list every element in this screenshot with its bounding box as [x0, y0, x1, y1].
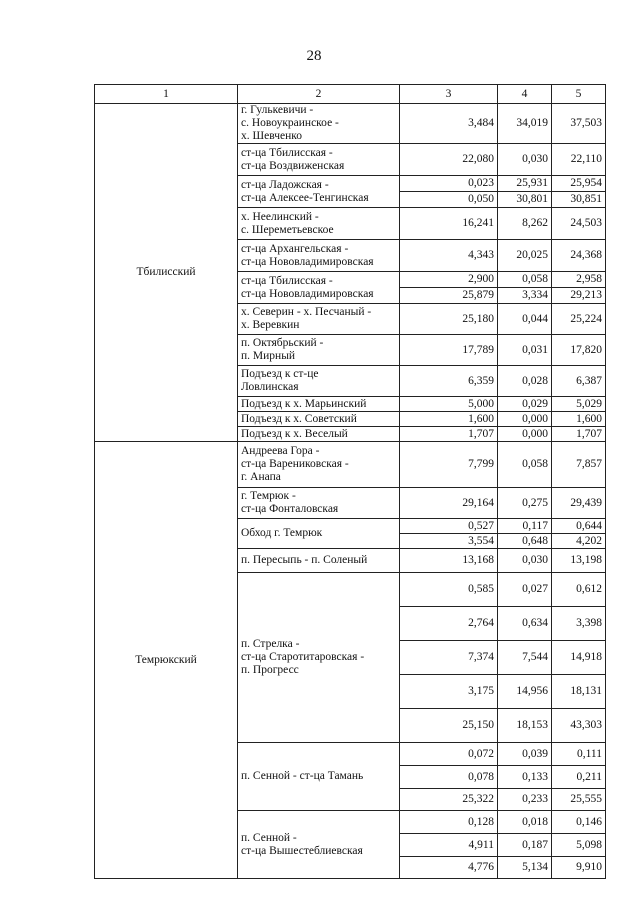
road-name-cell: п. Сенной - ст-ца Тамань [238, 743, 400, 811]
value-cell-col4: 0,634 [498, 607, 552, 641]
value-cell-col4: 0,233 [498, 789, 552, 811]
value-cell-col3: 2,764 [400, 607, 498, 641]
value-cell-col4: 0,117 [498, 519, 552, 534]
value-cell-col5: 37,503 [552, 104, 606, 144]
value-cell-col5: 25,954 [552, 176, 606, 192]
value-cell-col4: 3,334 [498, 288, 552, 304]
value-cell-col4: 0,028 [498, 366, 552, 397]
value-cell-col4: 0,027 [498, 573, 552, 607]
value-cell-col5: 25,555 [552, 789, 606, 811]
value-cell-col3: 25,180 [400, 304, 498, 335]
value-cell-col4: 8,262 [498, 208, 552, 240]
value-cell-col3: 0,078 [400, 766, 498, 789]
road-name-cell: г. Гулькевичи - с. Новоукраинское - х. Шевченко [238, 104, 400, 144]
value-cell-col3: 0,050 [400, 192, 498, 208]
value-cell-col5: 0,211 [552, 766, 606, 789]
value-cell-col3: 25,879 [400, 288, 498, 304]
value-cell-col5: 0,111 [552, 743, 606, 766]
value-cell-col5: 1,707 [552, 427, 606, 442]
road-length-table [94, 84, 606, 879]
road-name-cell: п. Стрелка - ст-ца Старотитаровская - п. Прогресс [238, 573, 400, 743]
value-cell-col5: 3,398 [552, 607, 606, 641]
value-cell-col3: 22,080 [400, 144, 498, 176]
value-cell-col3: 0,585 [400, 573, 498, 607]
value-cell-col4: 0,031 [498, 335, 552, 366]
district-cell: Тбилисский [95, 104, 238, 442]
column-header-4: 4 [498, 85, 552, 104]
value-cell-col4: 0,000 [498, 412, 552, 427]
value-cell-col4: 0,044 [498, 304, 552, 335]
value-cell-col4: 14,956 [498, 675, 552, 709]
value-cell-col3: 7,374 [400, 641, 498, 675]
value-cell-col5: 29,439 [552, 488, 606, 519]
value-cell-col5: 24,503 [552, 208, 606, 240]
road-name-cell: Обход г. Темрюк [238, 519, 400, 549]
value-cell-col5: 30,851 [552, 192, 606, 208]
value-cell-col4: 0,030 [498, 144, 552, 176]
road-name-cell: ст-ца Ладожская - ст-ца Алексее-Тенгинская [238, 176, 400, 208]
value-cell-col4: 0,018 [498, 811, 552, 834]
column-header-2: 2 [238, 85, 400, 104]
value-cell-col5: 29,213 [552, 288, 606, 304]
table-row [95, 442, 606, 488]
value-cell-col4: 0,648 [498, 534, 552, 549]
column-header-1: 1 [95, 85, 238, 104]
value-cell-col4: 0,000 [498, 427, 552, 442]
value-cell-col3: 0,128 [400, 811, 498, 834]
value-cell-col5: 9,910 [552, 857, 606, 879]
value-cell-col5: 25,224 [552, 304, 606, 335]
value-cell-col4: 30,801 [498, 192, 552, 208]
value-cell-col5: 18,131 [552, 675, 606, 709]
value-cell-col3: 1,707 [400, 427, 498, 442]
road-name-cell: х. Неелинский - с. Шереметьевское [238, 208, 400, 240]
table-header-row [95, 85, 606, 104]
road-name-cell: Подъезд к ст-це Ловлинская [238, 366, 400, 397]
value-cell-col3: 1,600 [400, 412, 498, 427]
road-name-cell: ст-ца Тбилисская - ст-ца Воздвиженская [238, 144, 400, 176]
page-number: 28 [306, 48, 322, 64]
value-cell-col3: 3,484 [400, 104, 498, 144]
value-cell-col3: 3,175 [400, 675, 498, 709]
road-name-cell: п. Пересыпь - п. Соленый [238, 549, 400, 573]
value-cell-col3: 13,168 [400, 549, 498, 573]
value-cell-col4: 0,058 [498, 442, 552, 488]
column-header-3: 3 [400, 85, 498, 104]
value-cell-col3: 0,072 [400, 743, 498, 766]
value-cell-col5: 7,857 [552, 442, 606, 488]
value-cell-col4: 0,039 [498, 743, 552, 766]
value-cell-col5: 0,146 [552, 811, 606, 834]
value-cell-col4: 5,134 [498, 857, 552, 879]
value-cell-col5: 5,029 [552, 397, 606, 412]
value-cell-col3: 25,150 [400, 709, 498, 743]
value-cell-col4: 0,275 [498, 488, 552, 519]
value-cell-col4: 34,019 [498, 104, 552, 144]
value-cell-col4: 20,025 [498, 240, 552, 272]
value-cell-col5: 5,098 [552, 834, 606, 857]
value-cell-col3: 25,322 [400, 789, 498, 811]
road-name-cell: Подъезд к х. Марьинский [238, 397, 400, 412]
value-cell-col3: 4,776 [400, 857, 498, 879]
value-cell-col3: 17,789 [400, 335, 498, 366]
road-name-cell: п. Сенной - ст-ца Вышестеблиевская [238, 811, 400, 879]
value-cell-col4: 0,058 [498, 272, 552, 288]
value-cell-col5: 14,918 [552, 641, 606, 675]
road-name-cell: п. Октябрьский - п. Мирный [238, 335, 400, 366]
value-cell-col3: 0,023 [400, 176, 498, 192]
road-name-cell: г. Темрюк - ст-ца Фонталовская [238, 488, 400, 519]
value-cell-col5: 43,303 [552, 709, 606, 743]
value-cell-col4: 0,187 [498, 834, 552, 857]
value-cell-col5: 0,612 [552, 573, 606, 607]
value-cell-col5: 4,202 [552, 534, 606, 549]
value-cell-col5: 24,368 [552, 240, 606, 272]
value-cell-col5: 13,198 [552, 549, 606, 573]
value-cell-col4: 0,133 [498, 766, 552, 789]
value-cell-col5: 22,110 [552, 144, 606, 176]
value-cell-col3: 2,900 [400, 272, 498, 288]
value-cell-col3: 4,343 [400, 240, 498, 272]
value-cell-col4: 0,030 [498, 549, 552, 573]
value-cell-col3: 0,527 [400, 519, 498, 534]
road-name-cell: Подъезд к х. Веселый [238, 427, 400, 442]
value-cell-col3: 6,359 [400, 366, 498, 397]
table-row [95, 104, 606, 144]
value-cell-col5: 17,820 [552, 335, 606, 366]
value-cell-col5: 2,958 [552, 272, 606, 288]
value-cell-col3: 3,554 [400, 534, 498, 549]
road-name-cell: Андреева Гора - ст-ца Варениковская - г. Анапа [238, 442, 400, 488]
value-cell-col3: 29,164 [400, 488, 498, 519]
road-name-cell: Подъезд к х. Советский [238, 412, 400, 427]
value-cell-col5: 6,387 [552, 366, 606, 397]
road-name-cell: ст-ца Архангельская - ст-ца Нововладимировская [238, 240, 400, 272]
value-cell-col4: 0,029 [498, 397, 552, 412]
road-name-cell: х. Северин - х. Песчаный - х. Веревкин [238, 304, 400, 335]
value-cell-col5: 0,644 [552, 519, 606, 534]
value-cell-col4: 18,153 [498, 709, 552, 743]
road-name-cell: ст-ца Тбилисская - ст-ца Нововладимировская [238, 272, 400, 304]
column-header-5: 5 [552, 85, 606, 104]
district-cell: Темрюкский [95, 442, 238, 879]
value-cell-col5: 1,600 [552, 412, 606, 427]
value-cell-col3: 5,000 [400, 397, 498, 412]
value-cell-col4: 7,544 [498, 641, 552, 675]
value-cell-col3: 7,799 [400, 442, 498, 488]
value-cell-col4: 25,931 [498, 176, 552, 192]
value-cell-col3: 16,241 [400, 208, 498, 240]
value-cell-col3: 4,911 [400, 834, 498, 857]
